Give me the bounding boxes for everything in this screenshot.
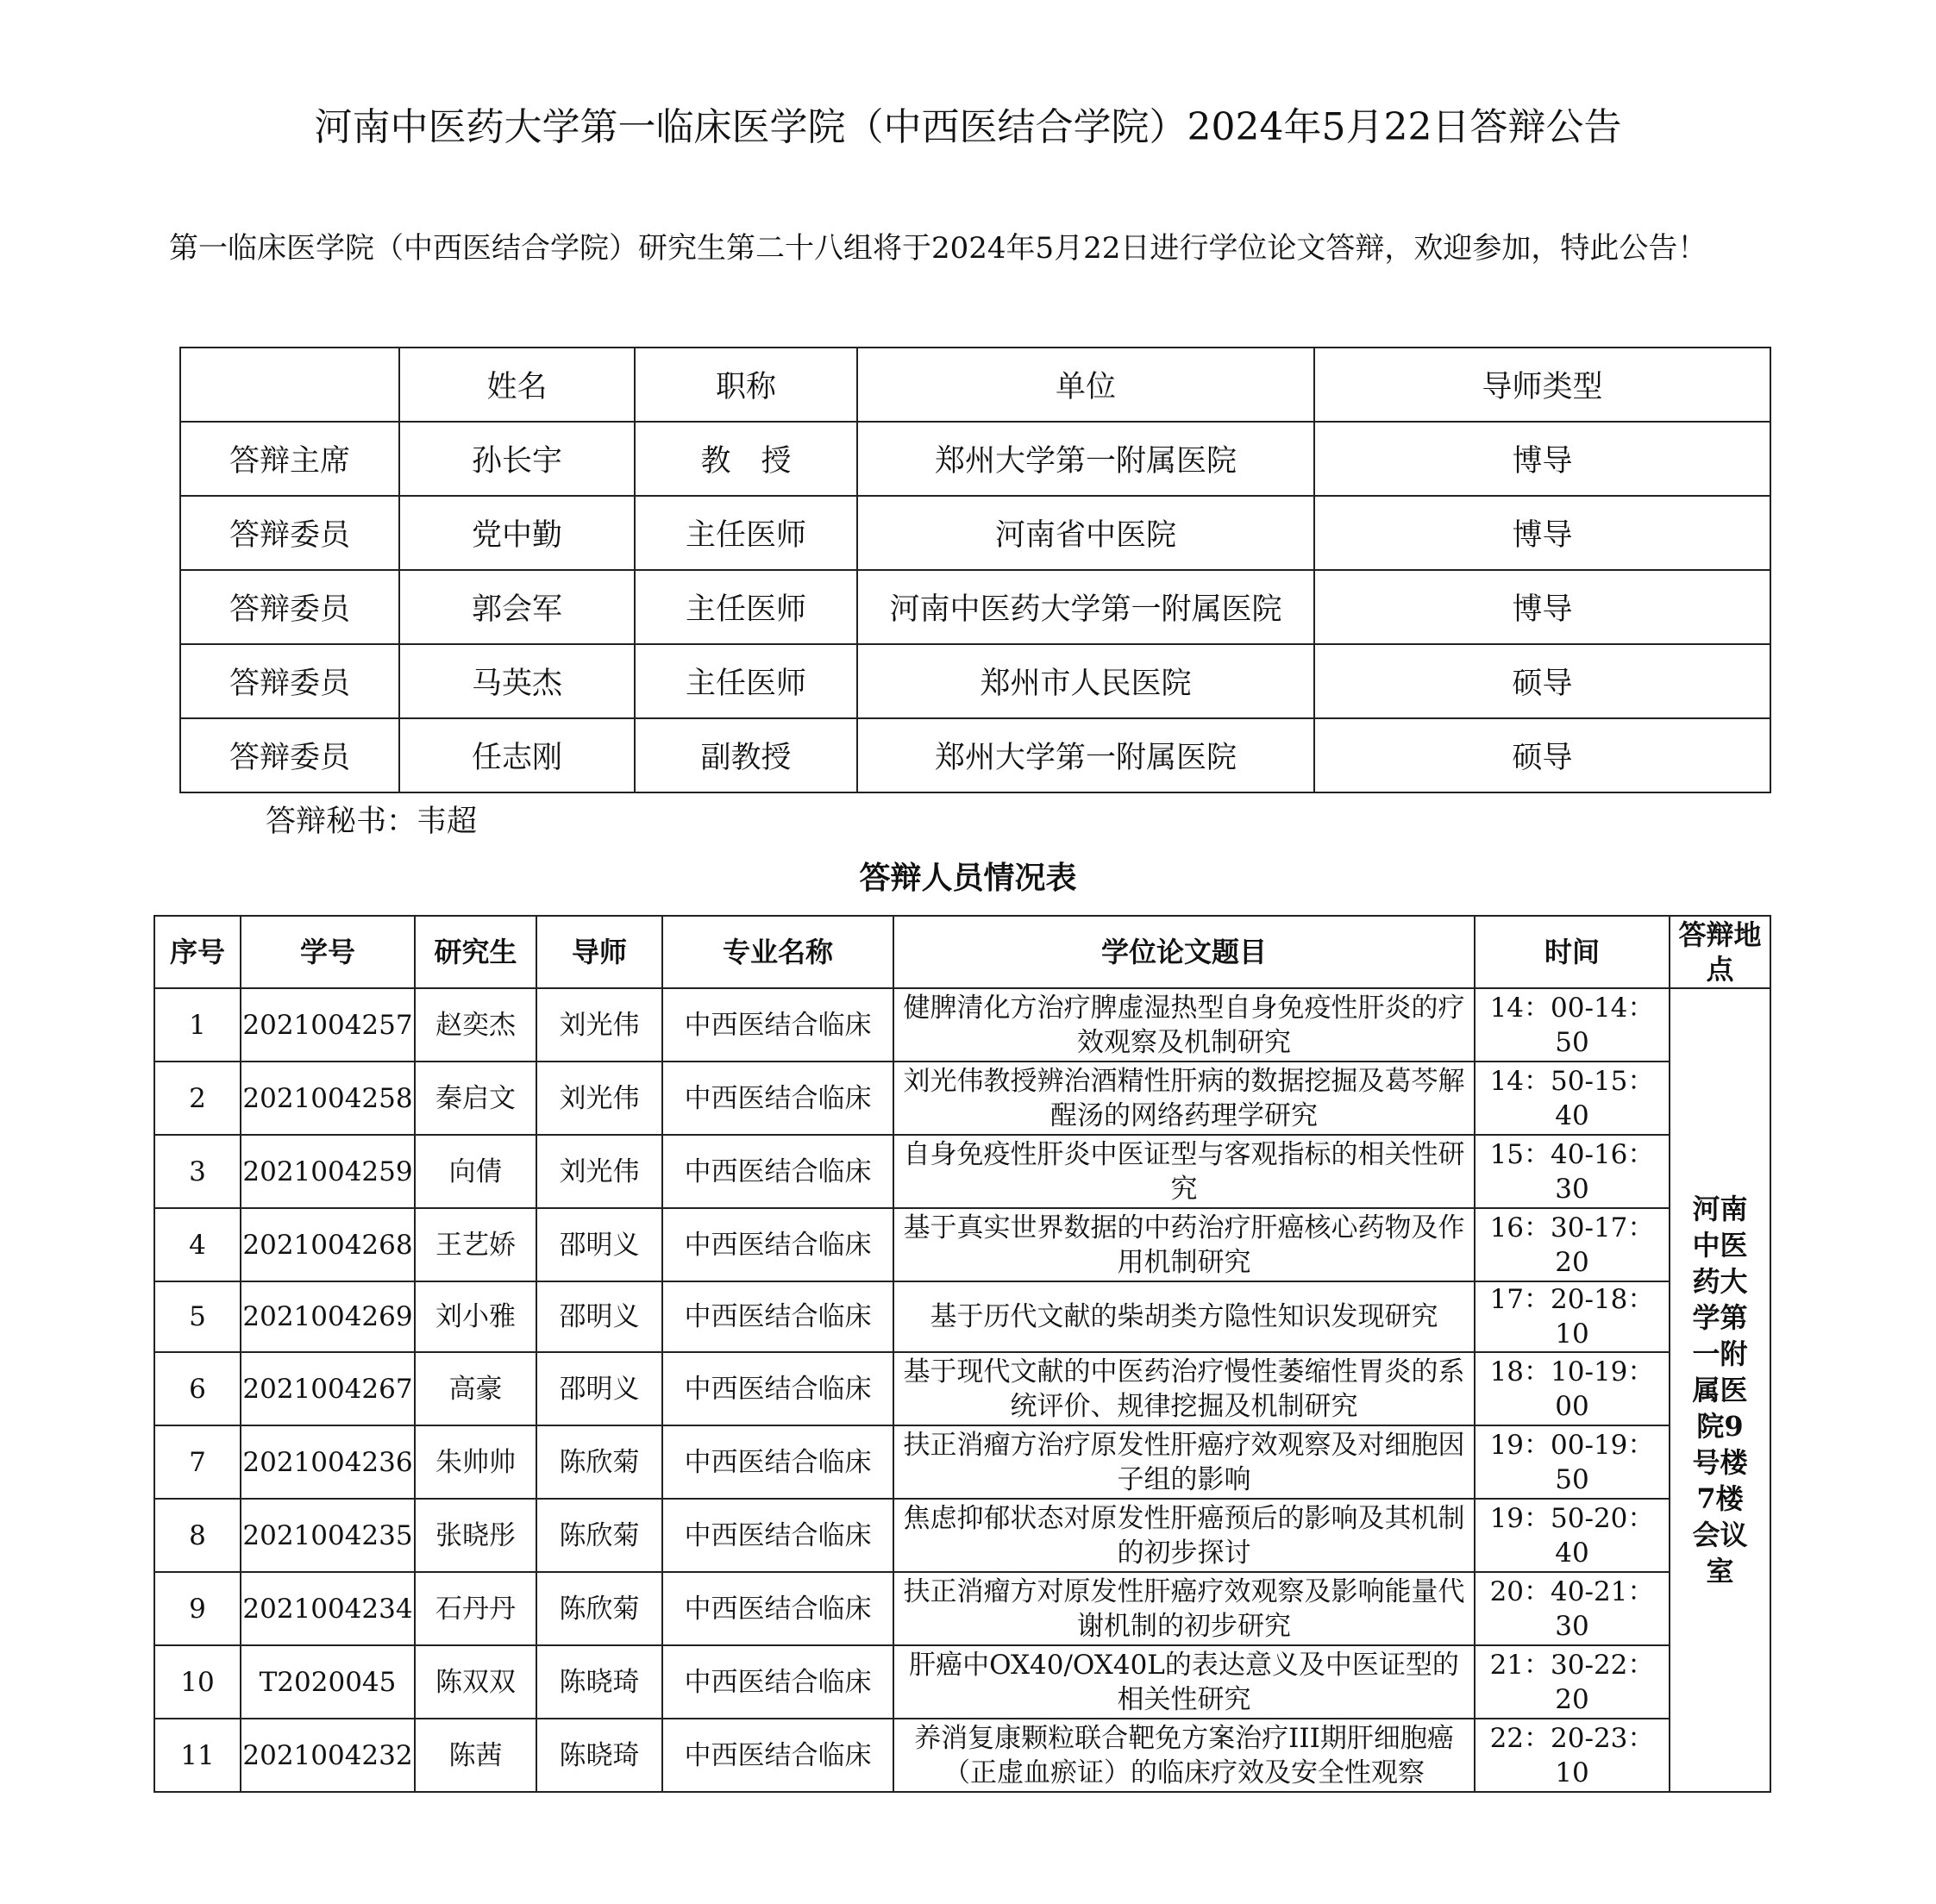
defense-time: 20：40-21：30 (1475, 1572, 1670, 1645)
student-id: 2021004258 (241, 1062, 415, 1135)
defense-row (154, 1499, 1770, 1572)
thesis-topic: 养消复康颗粒联合靶免方案治疗III期肝细胞癌（正虚血瘀证）的临床疗效及安全性观察 (893, 1719, 1475, 1792)
committee-advisor-type: 博导 (1314, 422, 1770, 496)
student-id: 2021004235 (241, 1499, 415, 1572)
committee-rank: 教 授 (635, 422, 857, 496)
major-name: 中西医结合临床 (662, 988, 893, 1062)
student-name: 王艺娇 (415, 1208, 536, 1281)
defense-secretary: 答辩秘书：韦超 (266, 805, 478, 839)
committee-row (180, 570, 1770, 644)
announcement-text: 第一临床医学院（中西医结合学院）研究生第二十八组将于2024年5月22日进行学位论文答辩，欢迎参加，特此公告！ (169, 231, 1707, 266)
committee-header-cell (180, 348, 399, 422)
committee-row (180, 422, 1770, 496)
committee-role: 答辩委员 (180, 718, 399, 792)
defense-header-row (154, 916, 1770, 988)
student-name: 高豪 (415, 1352, 536, 1425)
thesis-topic: 焦虑抑郁状态对原发性肝癌预后的影响及其机制的初步探讨 (893, 1499, 1475, 1572)
committee-name: 党中勤 (399, 496, 635, 570)
defense-header-cell: 序号 (154, 916, 241, 988)
committee-role: 答辩主席 (180, 422, 399, 496)
defense-header-cell: 导师 (536, 916, 662, 988)
defense-time: 17：20-18：10 (1475, 1281, 1670, 1352)
student-id: 2021004269 (241, 1281, 415, 1352)
defense-time: 19：00-19：50 (1475, 1425, 1670, 1499)
defense-row (154, 1135, 1770, 1208)
defense-time: 14：50-15：40 (1475, 1062, 1670, 1135)
defense-time: 16：30-17：20 (1475, 1208, 1670, 1281)
major-name: 中西医结合临床 (662, 1425, 893, 1499)
row-number: 11 (154, 1719, 241, 1792)
committee-name: 任志刚 (399, 718, 635, 792)
student-name: 向倩 (415, 1135, 536, 1208)
committee-institution: 河南省中医院 (857, 496, 1314, 570)
major-name: 中西医结合临床 (662, 1572, 893, 1645)
committee-advisor-type: 硕导 (1314, 718, 1770, 792)
committee-header-cell: 单位 (857, 348, 1314, 422)
defense-header-cell: 答辩地点 (1670, 916, 1770, 988)
defense-row (154, 1572, 1770, 1645)
defense-row (154, 1425, 1770, 1499)
thesis-topic: 扶正消瘤方治疗原发性肝癌疗效观察及对细胞因子组的影响 (893, 1425, 1475, 1499)
defense-venue: 河南中医药大学第一附属医院9号楼7楼会议室 (1670, 988, 1770, 1792)
defense-header-cell: 时间 (1475, 916, 1670, 988)
defense-row (154, 1281, 1770, 1352)
major-name: 中西医结合临床 (662, 1281, 893, 1352)
committee-rank: 副教授 (635, 718, 857, 792)
defense-row (154, 988, 1770, 1062)
defense-header-cell: 学号 (241, 916, 415, 988)
thesis-topic: 基于现代文献的中医药治疗慢性萎缩性胃炎的系统评价、规律挖掘及机制研究 (893, 1352, 1475, 1425)
student-name: 秦启文 (415, 1062, 536, 1135)
committee-name: 郭会军 (399, 570, 635, 644)
advisor-name: 刘光伟 (536, 1135, 662, 1208)
advisor-name: 刘光伟 (536, 1062, 662, 1135)
row-number: 4 (154, 1208, 241, 1281)
student-name: 刘小雅 (415, 1281, 536, 1352)
thesis-topic: 自身免疫性肝炎中医证型与客观指标的相关性研究 (893, 1135, 1475, 1208)
defense-time: 19：50-20：40 (1475, 1499, 1670, 1572)
row-number: 3 (154, 1135, 241, 1208)
row-number: 1 (154, 988, 241, 1062)
student-name: 陈双双 (415, 1645, 536, 1719)
committee-rank: 主任医师 (635, 570, 857, 644)
thesis-topic: 健脾清化方治疗脾虚湿热型自身免疫性肝炎的疗效观察及机制研究 (893, 988, 1475, 1062)
committee-header-cell: 职称 (635, 348, 857, 422)
committee-header-row (180, 348, 1770, 422)
thesis-topic: 肝癌中OX40/OX40L的表达意义及中医证型的相关性研究 (893, 1645, 1475, 1719)
committee-institution: 郑州市人民医院 (857, 644, 1314, 718)
thesis-topic: 基于历代文献的柴胡类方隐性知识发现研究 (893, 1281, 1475, 1352)
committee-row (180, 644, 1770, 718)
row-number: 10 (154, 1645, 241, 1719)
student-id: 2021004234 (241, 1572, 415, 1645)
student-id: 2021004268 (241, 1208, 415, 1281)
student-id: 2021004257 (241, 988, 415, 1062)
committee-institution: 郑州大学第一附属医院 (857, 422, 1314, 496)
advisor-name: 陈欣菊 (536, 1572, 662, 1645)
row-number: 2 (154, 1062, 241, 1135)
defense-header-cell: 研究生 (415, 916, 536, 988)
advisor-name: 刘光伟 (536, 988, 662, 1062)
defense-time: 18：10-19：00 (1475, 1352, 1670, 1425)
student-id: 2021004232 (241, 1719, 415, 1792)
defense-header-cell: 学位论文题目 (893, 916, 1475, 988)
student-id: 2021004259 (241, 1135, 415, 1208)
row-number: 5 (154, 1281, 241, 1352)
committee-name: 孙长宇 (399, 422, 635, 496)
major-name: 中西医结合临床 (662, 1062, 893, 1135)
advisor-name: 陈欣菊 (536, 1499, 662, 1572)
committee-role: 答辩委员 (180, 570, 399, 644)
defense-time: 21：30-22：20 (1475, 1645, 1670, 1719)
defense-time: 22：20-23：10 (1475, 1719, 1670, 1792)
major-name: 中西医结合临床 (662, 1499, 893, 1572)
committee-rank: 主任医师 (635, 496, 857, 570)
thesis-topic: 扶正消瘤方对原发性肝癌疗效观察及影响能量代谢机制的初步研究 (893, 1572, 1475, 1645)
defense-row (154, 1645, 1770, 1719)
committee-header-cell: 导师类型 (1314, 348, 1770, 422)
row-number: 7 (154, 1425, 241, 1499)
defense-row (154, 1208, 1770, 1281)
defense-time: 14：00-14：50 (1475, 988, 1670, 1062)
committee-row (180, 496, 1770, 570)
defense-schedule-table (154, 915, 1771, 1793)
student-id: 2021004267 (241, 1352, 415, 1425)
defense-row (154, 1719, 1770, 1792)
student-id: T2020045 (241, 1645, 415, 1719)
defense-table-title: 答辩人员情况表 (859, 860, 1077, 896)
major-name: 中西医结合临床 (662, 1135, 893, 1208)
defense-header-cell: 专业名称 (662, 916, 893, 988)
row-number: 6 (154, 1352, 241, 1425)
committee-rank: 主任医师 (635, 644, 857, 718)
advisor-name: 邵明义 (536, 1352, 662, 1425)
advisor-name: 陈晓琦 (536, 1719, 662, 1792)
student-name: 石丹丹 (415, 1572, 536, 1645)
row-number: 9 (154, 1572, 241, 1645)
committee-institution: 河南中医药大学第一附属医院 (857, 570, 1314, 644)
defense-row (154, 1352, 1770, 1425)
student-name: 陈茜 (415, 1719, 536, 1792)
committee-advisor-type: 硕导 (1314, 644, 1770, 718)
page-title: 河南中医药大学第一临床医学院（中西医结合学院）2024年5月22日答辩公告 (314, 105, 1622, 149)
thesis-topic: 刘光伟教授辨治酒精性肝病的数据挖掘及葛芩解酲汤的网络药理学研究 (893, 1062, 1475, 1135)
major-name: 中西医结合临床 (662, 1208, 893, 1281)
row-number: 8 (154, 1499, 241, 1572)
committee-header-cell: 姓名 (399, 348, 635, 422)
major-name: 中西医结合临床 (662, 1352, 893, 1425)
committee-row (180, 718, 1770, 792)
advisor-name: 邵明义 (536, 1208, 662, 1281)
committee-advisor-type: 博导 (1314, 570, 1770, 644)
student-name: 张晓彤 (415, 1499, 536, 1572)
committee-institution: 郑州大学第一附属医院 (857, 718, 1314, 792)
student-name: 朱帅帅 (415, 1425, 536, 1499)
committee-table (179, 347, 1771, 793)
advisor-name: 陈晓琦 (536, 1645, 662, 1719)
advisor-name: 邵明义 (536, 1281, 662, 1352)
advisor-name: 陈欣菊 (536, 1425, 662, 1499)
student-id: 2021004236 (241, 1425, 415, 1499)
committee-advisor-type: 博导 (1314, 496, 1770, 570)
committee-name: 马英杰 (399, 644, 635, 718)
committee-role: 答辩委员 (180, 496, 399, 570)
major-name: 中西医结合临床 (662, 1719, 893, 1792)
thesis-topic: 基于真实世界数据的中药治疗肝癌核心药物及作用机制研究 (893, 1208, 1475, 1281)
major-name: 中西医结合临床 (662, 1645, 893, 1719)
committee-role: 答辩委员 (180, 644, 399, 718)
defense-time: 15：40-16：30 (1475, 1135, 1670, 1208)
defense-row (154, 1062, 1770, 1135)
student-name: 赵奕杰 (415, 988, 536, 1062)
